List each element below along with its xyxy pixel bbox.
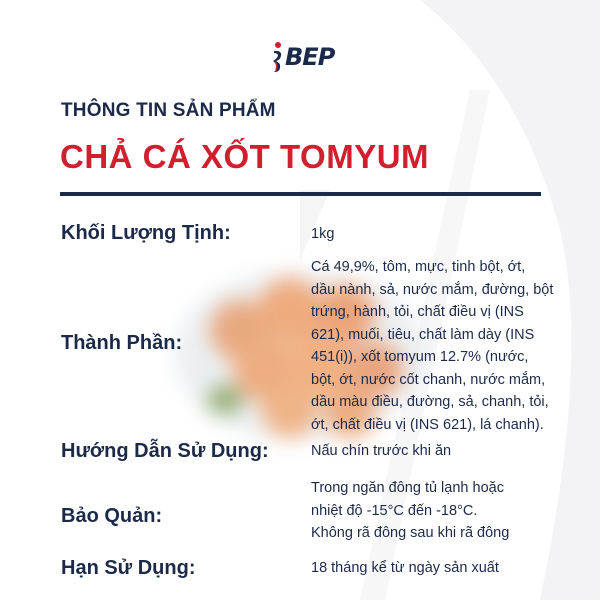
value-line: 1kg	[311, 226, 335, 242]
storage-label: Bảo Quản:	[61, 505, 163, 527]
brand-logo	[270, 40, 334, 74]
value-line: 451(i)), xốt tomyum 12.7% (nước,	[311, 349, 529, 365]
section-subtitle: THÔNG TIN SẢN PHẨM	[61, 100, 276, 121]
usage-label: Hướng Dẫn Sử Dụng:	[61, 440, 269, 462]
shelf-life-value	[311, 557, 586, 580]
shelf-life-label: Hạn Sử Dụng:	[61, 557, 196, 579]
storage-value	[311, 477, 586, 545]
value-line: trứng, hành, tỏi, chất điều vị (INS	[311, 304, 524, 320]
brand-name: BEP	[285, 43, 335, 71]
value-line: 18 tháng kể từ ngày sản xuất	[311, 560, 499, 576]
ingredients-label: Thành Phần:	[61, 332, 183, 354]
value-line: 621), muối, tiêu, chất làm dày (INS	[311, 326, 535, 343]
value-line: Không rã đông sau khi rã đông	[311, 525, 510, 541]
ingredients-value	[311, 256, 586, 436]
value-line: bột, ớt, nước cốt chanh, nước mắm,	[311, 371, 546, 388]
value-line: dầu nành, sả, nước mắm, đường, bột	[311, 281, 554, 298]
net-weight-label: Khối Lượng Tịnh:	[61, 222, 231, 244]
net-weight-value	[311, 223, 586, 246]
value-line: ớt, chất điều vị (INS 621), lá chanh).	[311, 416, 544, 433]
value-line: Cá 49,9%, tôm, mực, tinh bột, ớt,	[311, 259, 526, 275]
chef-mascot-icon	[270, 41, 284, 73]
value-line: nhiệt độ -15°C đến -18°C.	[311, 502, 478, 519]
value-line: Nấu chín trước khi ăn	[311, 443, 452, 459]
product-title: CHẢ CÁ XỐT TOMYUM	[60, 138, 430, 175]
value-line: Trong ngăn đông tủ lạnh hoặc	[311, 480, 504, 496]
usage-value	[311, 440, 586, 463]
value-line: dầu màu điều, đường, sả, chanh, tỏi,	[311, 394, 549, 410]
title-divider	[60, 192, 541, 196]
